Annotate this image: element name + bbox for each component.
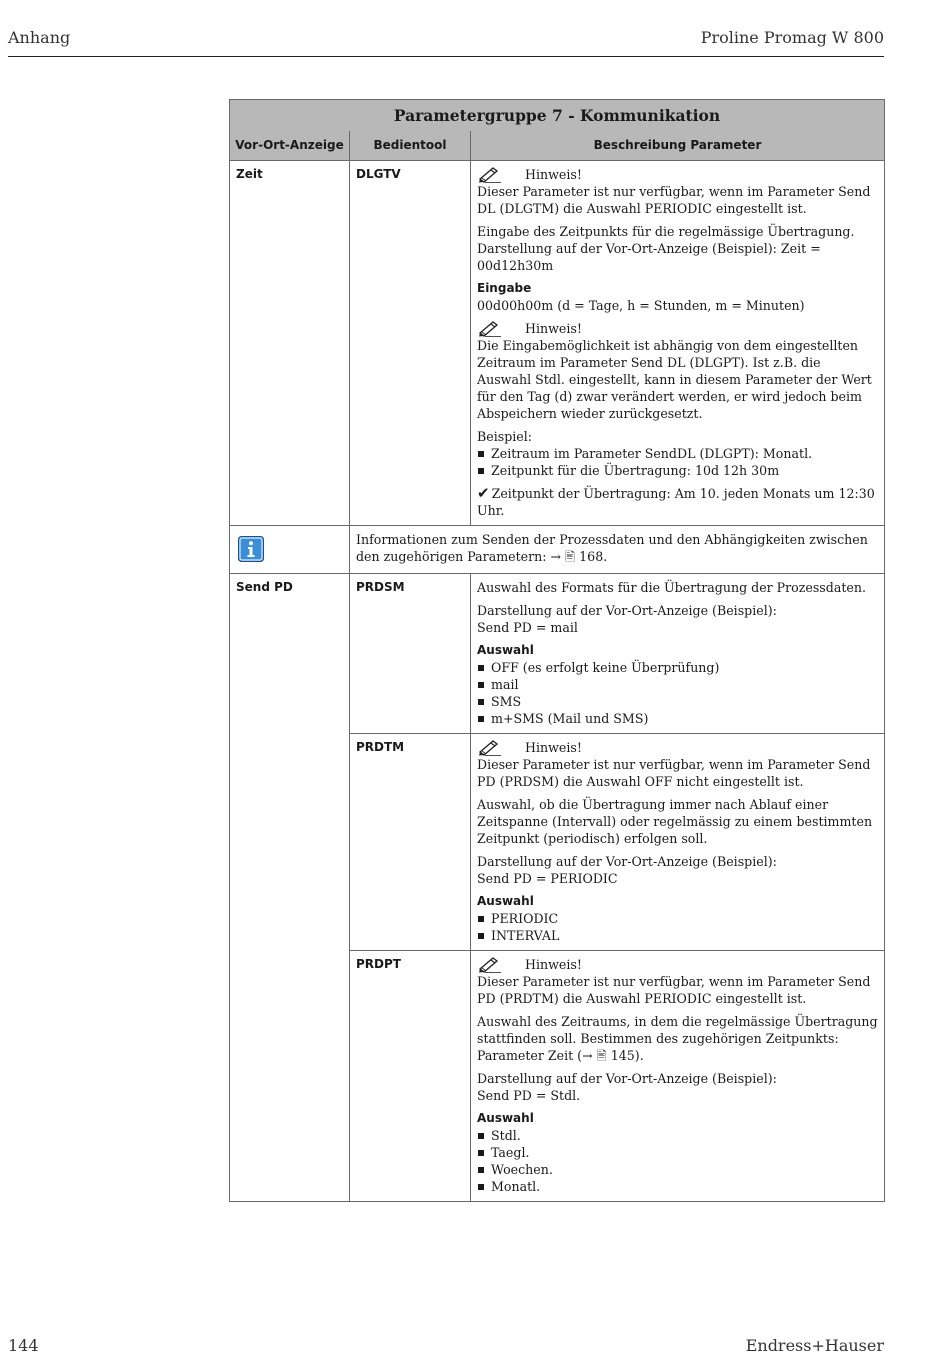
selection-block — [477, 1110, 878, 1195]
note-block — [477, 320, 878, 422]
note-text: Dieser Parameter ist nur verfügbar, wenn im Parameter Send PD (PRDSM) die Auswahl OFF nicht eingestellt ist. — [477, 757, 871, 789]
pencil-note-icon — [477, 739, 503, 756]
selection-block — [477, 893, 878, 944]
selection-list — [477, 659, 878, 727]
paragraph — [477, 223, 878, 274]
cell-tool-prdpt: PRDPT — [350, 951, 471, 1202]
selection-block — [477, 642, 878, 727]
page-number: 144 — [8, 1336, 39, 1355]
paragraph-line: Darstellung auf der Vor-Ort-Anzeige (Beispiel): — [477, 603, 777, 618]
cell-vor-ort-zeit: Zeit — [230, 161, 350, 526]
input-block — [477, 280, 878, 314]
list-item: OFF (es erfolgt keine Überprüfung) — [477, 659, 878, 676]
parameter-table — [229, 99, 885, 1202]
table-title: Parametergruppe 7 - Kommunikation — [230, 100, 885, 131]
eingabe-text: 00d00h00m (d = Tage, h = Stunden, m = Minuten) — [477, 298, 805, 313]
example-block — [477, 428, 878, 479]
result-line — [477, 485, 878, 519]
paragraph: Auswahl des Formats für die Übertragung der Prozessdaten. — [477, 580, 866, 595]
note-label: Hinweis! — [525, 321, 582, 336]
cell-description-prdtm — [471, 734, 885, 951]
brand-name: Endress+Hauser — [745, 1336, 884, 1355]
table-row-prdsm — [230, 574, 885, 734]
cell-tool-dlgtv: DLGTV — [350, 161, 471, 526]
list-item: Zeitpunkt für die Übertragung: 10d 12h 30m — [477, 462, 878, 479]
list-item: mail — [477, 676, 878, 693]
note-label: Hinweis! — [525, 740, 582, 755]
list-item: Taegl. — [477, 1144, 878, 1161]
paragraph — [477, 853, 878, 887]
paragraph: Auswahl des Zeitraums, in dem die regelmässige Übertragung stattfinden soll. Bestimmen des zugehörigen Zeitpunkts: Parameter Zeit (→ 🖹 145). — [477, 1014, 878, 1063]
cell-vor-ort-send-pd: Send PD — [230, 574, 350, 1202]
list-item: Stdl. — [477, 1127, 878, 1144]
paragraph-line: Send PD = PERIODIC — [477, 871, 618, 886]
paragraph — [477, 602, 878, 636]
cell-description-prdsm — [471, 574, 885, 734]
auswahl-label: Auswahl — [477, 643, 534, 657]
beispiel-label: Beispiel: — [477, 429, 533, 444]
paragraph-line: Darstellung auf der Vor-Ort-Anzeige (Beispiel): Zeit = 00d12h30m — [477, 241, 821, 273]
list-item: PERIODIC — [477, 910, 878, 927]
note-text: Die Eingabemöglichkeit ist abhängig von dem eingestellten Zeitraum im Parameter Send DL (DLGPT). Ist z.B. die Auswahl Stdl. eingestellt, kann in diesem Parameter der Wert für den Tag (d) zwar verändert werden, er wird jedoch beim Abspeichern wieder zurückgesetzt. — [477, 338, 872, 421]
paragraph-line: Eingabe des Zeitpunkts für die regelmässige Übertragung. — [477, 224, 855, 239]
paragraph — [477, 1070, 878, 1104]
pencil-note-icon — [477, 320, 503, 337]
list-item: m+SMS (Mail und SMS) — [477, 710, 878, 727]
note-block — [477, 739, 878, 790]
paragraph-line: Send PD = Stdl. — [477, 1088, 581, 1103]
note-text: Dieser Parameter ist nur verfügbar, wenn im Parameter Send PD (PRDTM) die Auswahl PERIODIC eingestellt ist. — [477, 974, 871, 1006]
document-title: Proline Promag W 800 — [700, 28, 884, 47]
table-row-zeit — [230, 161, 885, 526]
auswahl-label: Auswahl — [477, 894, 534, 908]
list-item: Woechen. — [477, 1161, 878, 1178]
list-item: Monatl. — [477, 1178, 878, 1195]
selection-list — [477, 1127, 878, 1195]
cell-info-icon — [230, 526, 350, 574]
auswahl-label: Auswahl — [477, 1111, 534, 1125]
note-label: Hinweis! — [525, 957, 582, 972]
pencil-note-icon — [477, 166, 503, 183]
list-item: INTERVAL — [477, 927, 878, 944]
eingabe-label: Eingabe — [477, 281, 532, 295]
example-list — [477, 445, 878, 479]
paragraph: Auswahl, ob die Übertragung immer nach Ablauf einer Zeitspanne (Intervall) oder regelmässig zu einem bestimmten Zeitpunkt (periodisch) erfolgen soll. — [477, 797, 873, 846]
cell-description-prdpt — [471, 951, 885, 1202]
table-row-info — [230, 526, 885, 574]
section-title: Anhang — [8, 28, 71, 47]
column-header-beschreibung: Beschreibung Parameter — [471, 131, 885, 161]
pencil-note-icon — [477, 956, 503, 973]
cell-tool-prdtm: PRDTM — [350, 734, 471, 951]
info-icon — [238, 536, 264, 562]
note-label: Hinweis! — [525, 167, 582, 182]
note-block — [477, 956, 878, 1007]
note-block — [477, 166, 878, 217]
page-header — [8, 28, 884, 57]
paragraph-line: Darstellung auf der Vor-Ort-Anzeige (Beispiel): — [477, 854, 777, 869]
list-item: SMS — [477, 693, 878, 710]
cell-info-text: Informationen zum Senden der Prozessdaten und den Abhängigkeiten zwischen den zugehörigen Parametern: → 🖹 168. — [350, 526, 885, 574]
note-text: Dieser Parameter ist nur verfügbar, wenn im Parameter Send DL (DLGTM) die Auswahl PERIODIC eingestellt ist. — [477, 184, 871, 216]
list-item: Zeitraum im Parameter SendDL (DLGPT): Monatl. — [477, 445, 878, 462]
result-text: Zeitpunkt der Übertragung: Am 10. jeden Monats um 12:30 Uhr. — [477, 486, 875, 518]
check-icon: ✔ — [477, 484, 490, 502]
paragraph-line: Send PD = mail — [477, 620, 578, 635]
selection-list — [477, 910, 878, 944]
cell-description-zeit — [471, 161, 885, 526]
paragraph-line: Darstellung auf der Vor-Ort-Anzeige (Beispiel): — [477, 1071, 777, 1086]
cell-tool-prdsm: PRDSM — [350, 574, 471, 734]
column-header-vor-ort-anzeige: Vor-Ort-Anzeige — [230, 131, 350, 161]
column-header-bedientool: Bedientool — [350, 131, 471, 161]
